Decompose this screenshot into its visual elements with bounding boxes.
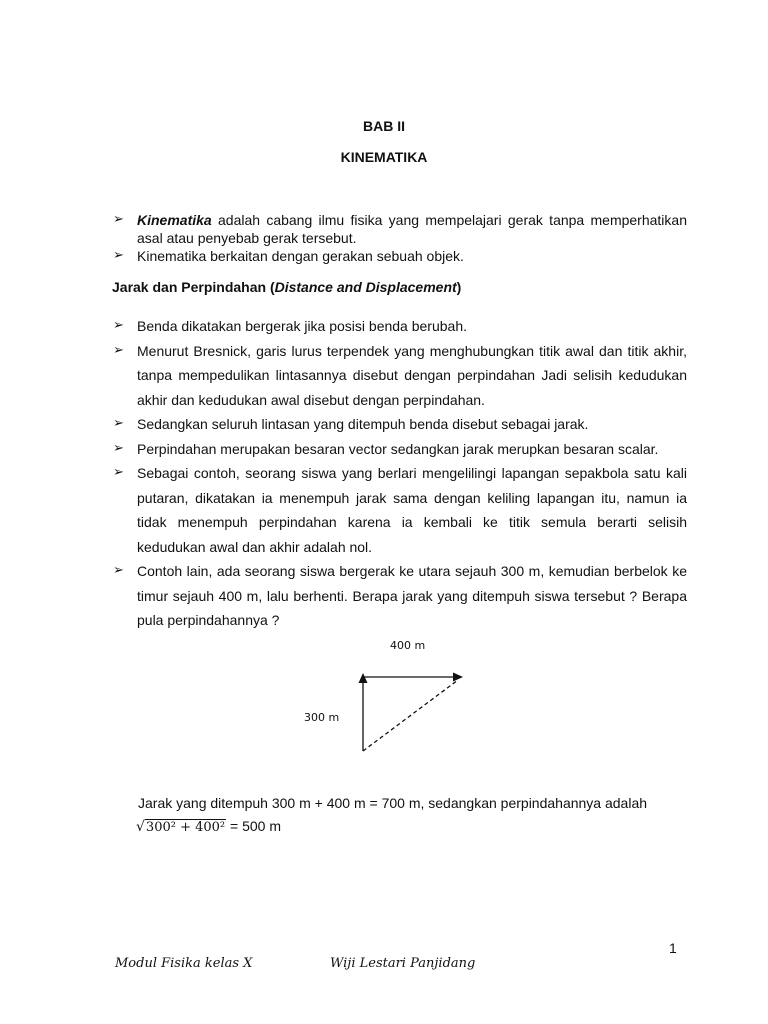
arrow-bullet-icon: ➢ — [113, 248, 124, 263]
point-text: Sebagai contoh, seorang siswa yang berlari mengelilingi lapangan sepakbola satu kali putaran, dikatakan ia menempuh jarak sama dengan keliling lapangan itu, namun ia tidak menempuh perpindahan karena ia kembali ke titik semula berarti selisih kedudukan awal dan akhir adalah nol. — [137, 465, 687, 555]
chapter-title: KINEMATIKA — [340, 149, 428, 165]
arrow-bullet-icon: ➢ — [113, 212, 124, 227]
diagram-label-400: 400 m — [390, 639, 426, 652]
section-heading — [112, 279, 461, 295]
point-text: Benda dikatakan bergerak jika posisi benda berubah. — [137, 318, 468, 334]
point-item — [112, 412, 687, 437]
point-text: Perpindahan merupakan besaran vector sedangkan jarak merupkan besaran scalar. — [137, 440, 659, 457]
point-item — [112, 461, 687, 559]
answer-formula — [136, 818, 281, 835]
arrow-bullet-icon: ➢ — [113, 318, 124, 333]
arrow-bullet-icon: ➢ — [113, 465, 124, 480]
answer-text: Jarak yang ditempuh 300 m + 400 m = 700 m, sedangkan perpindahannya adalah — [138, 795, 648, 811]
chapter-label: BAB II — [363, 118, 405, 134]
point-item — [112, 437, 687, 462]
north-vector-arrowhead — [359, 673, 368, 683]
answer-result: = 500 m — [226, 818, 282, 834]
intro-term: Kinematika — [137, 212, 212, 228]
intro-list — [112, 211, 687, 265]
section-heading-italic: Distance and Displacement — [274, 279, 457, 295]
footer-left: Modul Fisika kelas X — [115, 956, 253, 971]
intro-text: adalah cabang ilmu fisika yang mempelajari gerak tanpa memperhatikan asal atau penyebab gerak tersebut. — [137, 212, 687, 246]
radical-sign: √ — [136, 819, 145, 835]
point-item — [112, 559, 687, 633]
vector-triangle — [295, 635, 495, 765]
points-list — [112, 314, 687, 633]
section-heading-suffix: ) — [456, 279, 462, 295]
displacement-vector-line — [363, 680, 458, 751]
intro-item — [112, 247, 687, 265]
point-text: Menurut Bresnick, garis lurus terpendek yang menghubungkan titik awal dan titik akhir, tanpa mempedulikan lintasannya disebut dengan perpindahan Jadi selisih kedudukan akhir dan kedudukan awal disebut dengan perpindahan. — [137, 342, 687, 408]
footer-right: Wiji Lestari Panjidang — [330, 956, 476, 971]
page-number: 1 — [669, 940, 677, 956]
arrow-bullet-icon: ➢ — [113, 342, 124, 358]
intro-item — [112, 211, 687, 247]
point-item — [112, 314, 687, 339]
diagram-label-300: 300 m — [304, 711, 340, 724]
arrow-bullet-icon: ➢ — [113, 416, 124, 431]
arrow-bullet-icon: ➢ — [113, 563, 124, 578]
point-text: Sedangkan seluruh lintasan yang ditempuh benda disebut sebagai jarak. — [137, 416, 589, 432]
radicand: 300² + 400² — [145, 820, 226, 835]
displacement-diagram — [295, 635, 495, 765]
east-vector-arrowhead — [453, 673, 463, 682]
point-text: Contoh lain, ada seorang siswa bergerak ke utara sejauh 300 m, kemudian berbelok ke timur sejauh 400 m, lalu berhenti. Berapa jarak yang ditempuh siswa tersebut ? Berapa pula perpindahannya ? — [137, 563, 687, 628]
intro-text: Kinematika berkaitan dengan gerakan sebuah objek. — [137, 248, 464, 264]
section-heading-prefix: Jarak dan Perpindahan ( — [112, 279, 275, 295]
point-item — [112, 339, 687, 413]
arrow-bullet-icon: ➢ — [113, 440, 124, 456]
